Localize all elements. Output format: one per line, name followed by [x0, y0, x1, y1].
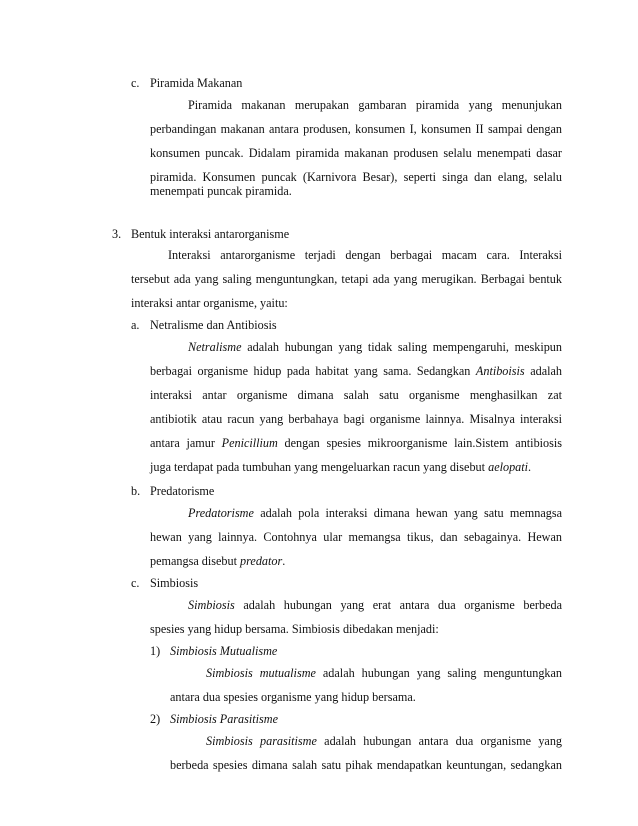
- list-marker-a: a.: [131, 318, 140, 332]
- paragraph-line: antara dua spesies organisme yang hidup bersama.: [170, 690, 416, 704]
- paragraph-line: interaksi antar organisme, yaitu:: [131, 296, 288, 310]
- paragraph-line: pemangsa disebut predator.: [150, 554, 286, 568]
- term-predator: predator: [240, 554, 283, 568]
- paragraph-line: berbeda spesies dimana salah satu pihak mendapatkan keuntungan, sedangkan: [170, 758, 562, 772]
- term-simbiosis-mutualisme: Simbiosis mutualisme: [206, 666, 316, 680]
- term-simbiosis-parasitisme: Simbiosis parasitisme: [206, 734, 317, 748]
- paragraph-line: berbagai organisme hidup pada habitat yang sama. Sedangkan Antiboisis adalah: [150, 364, 563, 378]
- paragraph-line: Predatorisme adalah pola interaksi dimana hewan yang satu memnagsa: [188, 506, 563, 520]
- heading-bentuk-interaksi: Bentuk interaksi antarorganisme: [131, 227, 290, 241]
- paragraph-line: spesies yang hidup bersama. Simbiosis dibedakan menjadi:: [150, 622, 439, 636]
- paragraph-line: Simbiosis parasitisme adalah hubungan antara dua organisme yang: [206, 734, 563, 748]
- paragraph-line: interaksi antar organisme dimana salah satu organisme menghasilkan zat: [150, 388, 562, 402]
- heading-piramida-makanan: Piramida Makanan: [150, 76, 243, 90]
- term-aelopati: aelopati: [488, 460, 529, 474]
- paragraph-line: Piramida makanan merupakan gambaran piramida yang menunjukan: [188, 98, 562, 112]
- term-netralisme: Netralisme: [188, 340, 242, 354]
- paragraph-line: menempati puncak piramida.: [150, 184, 292, 198]
- paragraph-line: Simbiosis adalah hubungan yang erat antara dua organisme berbeda: [188, 598, 562, 612]
- paragraph-line: antibiotik atau racun yang berbahaya bagi organisme lainnya. Misalnya interaksi: [150, 412, 562, 426]
- paragraph-line: Netralisme adalah hubungan yang tidak saling mempengaruhi, meskipun: [188, 340, 562, 354]
- paragraph-line: piramida. Konsumen puncak (Karnivora Besar), seperti singa dan elang, selalu: [150, 170, 562, 184]
- term-penicillium: Penicillium: [221, 436, 278, 450]
- list-marker-1: 1): [150, 644, 161, 658]
- paragraph-line: tersebut ada yang saling menguntungkan, tetapi ada yang merugikan. Berbagai bentuk: [131, 272, 562, 286]
- paragraph-line: Interaksi antarorganisme terjadi dengan berbagai macam cara. Interaksi: [168, 248, 562, 262]
- list-marker-c: c.: [131, 76, 140, 90]
- heading-netralisme: Netralisme dan Antibiosis: [150, 318, 277, 332]
- heading-predatorisme: Predatorisme: [150, 484, 215, 498]
- paragraph-line: konsumen puncak. Didalam piramida makanan produsen selalu menempati dasar: [150, 146, 562, 160]
- paragraph-line: hewan yang lainnya. Contohnya ular memangsa tikus, dan sebagainya. Hewan: [150, 530, 562, 544]
- paragraph-line: perbandingan makanan antara produsen, konsumen I, konsumen II sampai dengan: [150, 122, 562, 136]
- list-marker-c2: c.: [131, 576, 140, 590]
- paragraph-line: juga terdapat pada tumbuhan yang mengeluarkan racun yang disebut aelopati.: [150, 460, 532, 474]
- list-marker-2: 2): [150, 712, 161, 726]
- heading-simbiosis-mutualisme: Simbiosis Mutualisme: [170, 644, 278, 658]
- heading-simbiosis-parasitisme: Simbiosis Parasitisme: [170, 712, 279, 726]
- heading-simbiosis: Simbiosis: [150, 576, 199, 590]
- paragraph-line: Simbiosis mutualisme adalah hubungan yang saling menguntungkan: [206, 666, 563, 680]
- term-predatorisme: Predatorisme: [188, 506, 254, 520]
- term-antiboisis: Antiboisis: [475, 364, 525, 378]
- term-simbiosis: Simbiosis: [188, 598, 235, 612]
- list-marker-b: b.: [131, 484, 141, 498]
- paragraph-line: antara jamur Penicillium dengan spesies mikroorganisme lain.Sistem antibiosis: [150, 436, 563, 450]
- list-marker-3: 3.: [112, 227, 122, 241]
